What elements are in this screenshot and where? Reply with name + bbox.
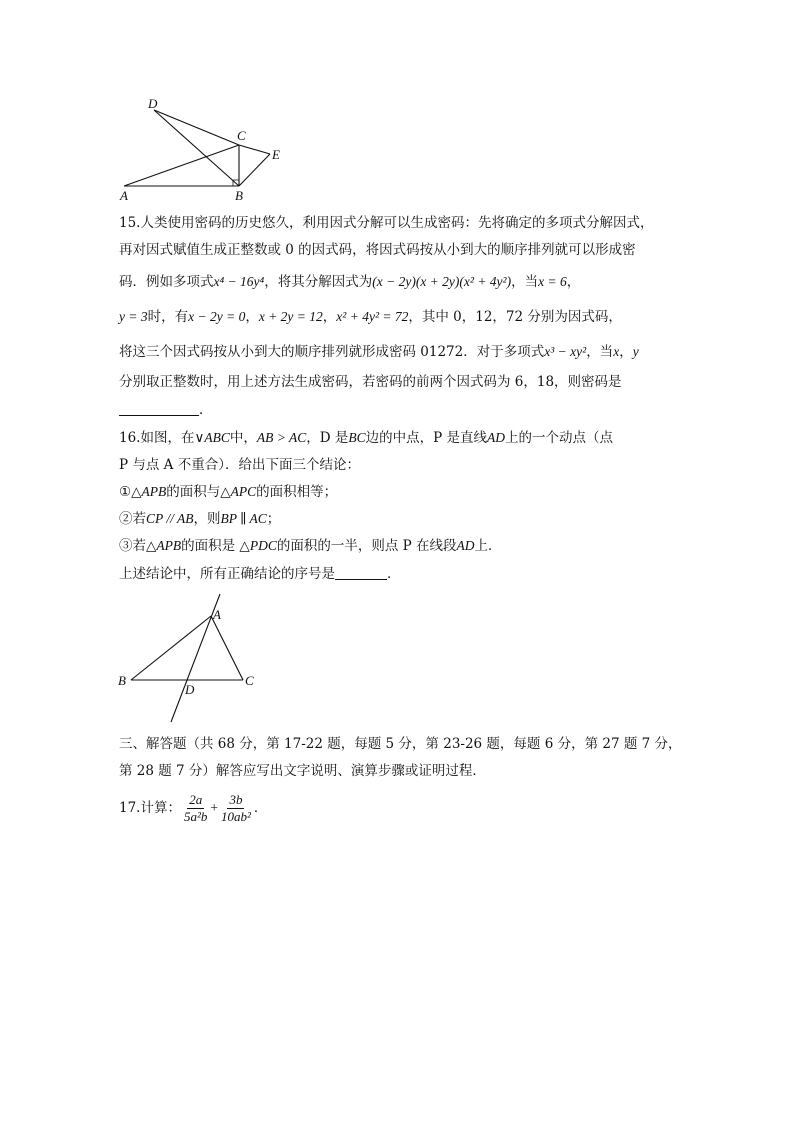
q16-c2-cp-parallel-ab: CP // AB: [146, 511, 194, 526]
q15-text-3b: ，将其分解因式为: [264, 274, 373, 290]
q15-text-1: 15.人类使用密码的历史悠久，利用因式分解可以生成密码：先将确定的多项式分解因式，: [119, 215, 654, 231]
q16-text-2: P 与点 A 不重合）．给出下面三个结论：: [119, 457, 360, 473]
q15-text-4a: 时，有: [147, 309, 189, 325]
q16-c3-c: 的面积的一半，则点 P 在线段: [276, 538, 457, 554]
segment-AC: [124, 145, 239, 186]
q16-conclusion-1: [119, 482, 337, 502]
q16-c3-apb: APB: [156, 538, 182, 553]
q15-text-3c: ，当: [511, 274, 539, 290]
q15-line-7: [119, 400, 213, 420]
q16-c2-bp-parallel-ac: BP ∥ AC: [220, 511, 267, 526]
q16-line-1: [119, 428, 613, 448]
label-A: A: [120, 188, 128, 203]
q15-sep-1: ，: [245, 309, 259, 325]
q17-line: [119, 791, 267, 825]
q16-end-mark: ．: [387, 566, 401, 582]
q15-y-value: y = 3: [119, 309, 148, 324]
q17-numerator-2: 3b: [229, 792, 243, 807]
q16-ad: AD: [487, 430, 505, 445]
q16-c1-c: 的面积相等；: [256, 484, 338, 500]
q16-c3-b: 的面积是 △: [181, 538, 250, 554]
q16-c2-b: ，则: [193, 511, 221, 527]
q16-c1-apc: APC: [230, 484, 257, 499]
q16-c3-d: 上．: [474, 538, 502, 554]
q15-factor-code-2: x + 2y = 12: [258, 309, 323, 324]
q15-line-4: [119, 307, 622, 327]
q16-conclusion-2: [119, 509, 280, 529]
q16-c3-ad: AD: [456, 538, 475, 553]
q17-end-mark: ．: [253, 800, 268, 816]
q16-conclusion-3: [119, 536, 502, 556]
q16-bc: BC: [348, 430, 366, 445]
q16-text-6: 上述结论中，所有正确结论的序号是: [119, 566, 335, 582]
q15-text-3d: ，: [566, 274, 581, 290]
label-D: D: [148, 96, 158, 111]
q16-answer-blank[interactable]: [335, 566, 387, 580]
figure-triangle: [115, 590, 265, 725]
q15-text-5b: ，当: [586, 344, 614, 360]
q17-numerator-1: 2a: [189, 792, 203, 807]
label-B: B: [235, 188, 243, 203]
q15-text-6: 分别取正整数时，用上述方法生成密码，若密码的前两个因式码为 6，18，则密码是: [119, 374, 622, 390]
label-C: C: [237, 128, 246, 143]
q16-c3-a: ③若△: [119, 538, 157, 554]
q17-label: 17.计算：: [119, 800, 181, 816]
q16-text-1e: 上的一个动点（点: [505, 430, 613, 446]
q15-factor-code-1: x − 2y = 0: [188, 309, 246, 324]
label-E: E: [272, 147, 280, 162]
q15-var-x: x: [613, 344, 620, 359]
q15-sep-2: ，: [322, 309, 337, 325]
q16-triangle-abc: ∨ABC: [194, 430, 230, 445]
section3-heading-1: 三、解答题（共 68 分，第 17-22 题，每题 5 分，第 23-26 题，每题 6 分，第 27 题 7 分，: [119, 736, 682, 752]
q15-line-1: [119, 213, 653, 233]
label-D: D: [185, 682, 195, 697]
q15-text-5c: ，: [619, 344, 633, 360]
q15-answer-blank[interactable]: [119, 402, 199, 416]
q16-c1-a: ①△: [119, 484, 142, 500]
q15-line-3: [119, 272, 580, 292]
q15-var-y: y: [632, 344, 639, 359]
segment-DB: [154, 110, 239, 186]
q17-fraction-1: [182, 792, 209, 825]
label-B: B: [118, 673, 126, 688]
q15-text-2: 再对因式赋值生成正整数或 0 的因式码，将因式码按从小到大的顺序排列就可以形成密: [119, 242, 636, 258]
segment-AC: [211, 616, 243, 680]
q16-text-1b: 中，: [229, 430, 257, 446]
q16-c2-a: ②若: [119, 511, 146, 527]
q15-factored-form: (x − 2y)(x + 2y)(x² + 4y²): [372, 274, 512, 289]
q16-line-6: [119, 564, 401, 584]
section3-heading-2: 第 28 题 7 分）解答应写出文字说明、演算步骤或证明过程．: [119, 763, 486, 779]
section3-line-1: [119, 734, 682, 754]
label-A: A: [213, 607, 221, 622]
q15-line-5: [119, 342, 639, 362]
q17-denominator-2: 10ab²: [221, 809, 251, 824]
figure-quadrilateral: [115, 92, 295, 204]
q15-polynomial-1: x⁴ − 16y⁴: [213, 274, 265, 289]
figure-1-svg: [115, 92, 295, 204]
q17-denominator-1: 5a²b: [183, 809, 208, 824]
q15-end-mark: ．: [199, 402, 213, 418]
q15-factor-code-3: x² + 4y² = 72: [336, 309, 409, 324]
q16-c1-apb: APB: [141, 484, 167, 499]
q16-c1-b: 的面积与△: [166, 484, 231, 500]
segment-DC: [154, 110, 239, 145]
q16-inequality: AB > AC: [256, 430, 307, 445]
q16-c2-c: ；: [266, 511, 281, 527]
q17-fraction-2: [219, 792, 253, 825]
q15-line-2: [119, 240, 636, 260]
segment-CE: [239, 145, 270, 154]
q16-c3-pdc: PDC: [249, 538, 277, 553]
q17-plus-sign: +: [210, 800, 219, 815]
q16-text-1a: 16.如图，在: [119, 430, 195, 446]
q15-text-4b: ，其中 0，12，72 分别为因式码，: [408, 309, 622, 325]
section3-line-2: [119, 761, 486, 781]
figure-2-svg: [115, 590, 265, 725]
label-C: C: [245, 673, 254, 688]
q16-text-1c: ，D 是: [306, 430, 349, 446]
q15-polynomial-2: x³ − xy²: [544, 344, 587, 359]
q15-text-5a: 将这三个因式码按从小到大的顺序排列就形成密码 01272．对于多项式: [119, 344, 545, 360]
q16-line-2: [119, 455, 360, 475]
q15-text-3a: 码．例如多项式: [119, 274, 214, 290]
segment-EB: [239, 154, 270, 186]
q15-x-value: x = 6: [538, 274, 567, 289]
q16-text-1d: 边的中点，P 是直线: [365, 430, 487, 446]
q15-line-6: [119, 372, 622, 392]
